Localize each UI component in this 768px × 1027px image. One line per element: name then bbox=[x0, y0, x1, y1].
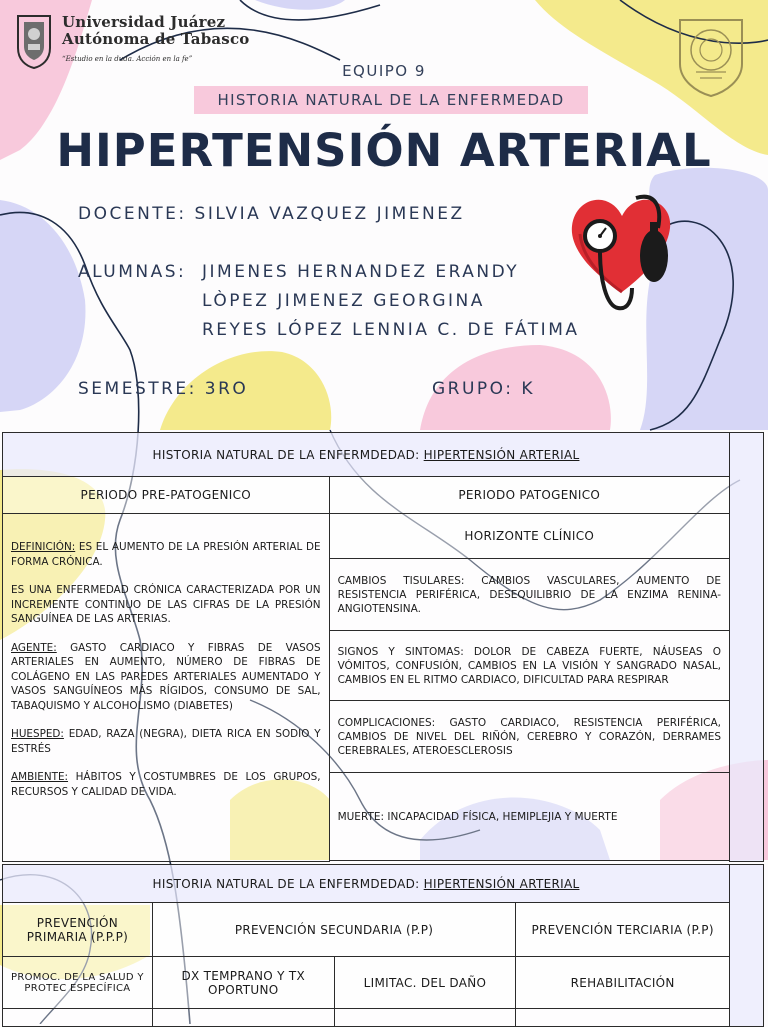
table1-side-column bbox=[730, 433, 764, 862]
signos-sintomas: SIGNOS Y SINTOMAS: DOLOR DE CABEZA FUERTE, NÁUSEAS O VÓMITOS, CONFUSIÓN, CAMBIOS EN LA VISIÓN Y SANGRADO NASAL, CAMBIOS EN EL RITMO CARDIACO, DIFICULTAD PARA RESPIRAR bbox=[329, 631, 729, 701]
table1-title-link: HIPERTENSIÓN ARTERIAL bbox=[423, 447, 580, 462]
definicion-label: DEFINICIÓN: bbox=[11, 541, 76, 553]
alumna-2: LÒPEZ JIMENEZ GEORGINA bbox=[202, 291, 485, 311]
semestre-line: SEMESTRE: 3RO bbox=[78, 379, 249, 399]
prevencion-secundaria: PREVENCIÓN SECUNDARIA (P.P) bbox=[152, 903, 515, 957]
page-title: HIPERTENSIÓN ARTERIAL bbox=[56, 124, 712, 177]
promoc-salud: PROMOC. DE LA SALUD Y PROTEC ESPECÍFICA bbox=[3, 957, 153, 1009]
agente-text: GASTO CARDIACO Y FIBRAS DE VASOS ARTERIALES EN AUMENTO, NÚMERO DE FIBRAS DE COLÁGENO EN LAS PAREDES ARTERIALES AUMENTADO Y VASOS SANGUÍNEOS MÁS RÍGIDOS, CONSUMO DE SAL, TABAQUISMO Y ALCOHOLISMO (DIABETES) bbox=[11, 641, 321, 712]
ambiente-paragraph bbox=[11, 770, 321, 799]
seal-watermark-icon bbox=[676, 14, 746, 98]
huesped-label: HUESPED: bbox=[11, 728, 64, 740]
grupo-line: GRUPO: K bbox=[432, 379, 536, 399]
university-name bbox=[62, 14, 250, 63]
university-line2: Autónoma de Tabasco bbox=[62, 30, 250, 48]
table1-title bbox=[3, 433, 730, 477]
patogenico-header: PERIODO PATOGENICO bbox=[329, 477, 729, 514]
table2-title-link: HIPERTENSIÓN ARTERIAL bbox=[423, 876, 580, 891]
prevencion-primaria: PREVENCIÓN PRIMARIA (P.P.P) bbox=[3, 903, 153, 957]
alumna-3: REYES LÓPEZ LENNIA C. DE FÁTIMA bbox=[202, 320, 580, 340]
team-label: EQUIPO 9 bbox=[342, 62, 426, 80]
definicion-text: ES EL AUMENTO DE LA PRESIÓN ARTERIAL DE FORMA CRÓNICA. bbox=[11, 541, 321, 568]
cambios-tisulares: CAMBIOS TISULARES: CAMBIOS VASCULARES, AUMENTO DE RESISTENCIA PERIFÉRICA, DESEQUILIBRIO DE LA ENZIMA RENINA-ANGIOTENSINA. bbox=[329, 559, 729, 631]
natural-history-table bbox=[2, 432, 764, 862]
muerte: MUERTE: INCAPACIDAD FÍSICA, HEMIPLEJIA Y MUERTE bbox=[329, 773, 729, 861]
complicaciones: COMPLICACIONES: GASTO CARDIACO, RESISTENCIA PERIFÉRICA, CAMBIOS DE NIVEL DEL RIÑÓN, CEREBRO Y CORAZÓN, DERRAMES CEREBRALES, ATEROESCLEROSIS bbox=[329, 701, 729, 773]
table1-title-prefix: HISTORIA NATURAL DE LA ENFERMDEDAD: bbox=[152, 447, 420, 462]
table2-title bbox=[3, 865, 730, 903]
university-line1: Universidad Juárez bbox=[62, 13, 226, 31]
heart-blood-pressure-icon bbox=[566, 188, 678, 318]
docente-line: DOCENTE: SILVIA VAZQUEZ JIMENEZ bbox=[78, 204, 465, 224]
horizonte-clinico: HORIZONTE CLÍNICO bbox=[329, 514, 729, 559]
agente-paragraph bbox=[11, 641, 321, 714]
limitac-dano: LIMITAC. DEL DAÑO bbox=[334, 957, 516, 1009]
pre-patogenico-content bbox=[3, 514, 330, 862]
pre-patogenico-header: PERIODO PRE-PATOGENICO bbox=[3, 477, 330, 514]
table2-title-prefix: HISTORIA NATURAL DE LA ENFERMDEDAD: bbox=[152, 876, 420, 891]
definicion-paragraph bbox=[11, 540, 321, 569]
alumnas-label: ALUMNAS: bbox=[78, 262, 187, 282]
dx-temprano: DX TEMPRANO Y TX OPORTUNO bbox=[152, 957, 334, 1009]
cronica-paragraph: ES UNA ENFERMEDAD CRÓNICA CARACTERIZADA POR UN INCREMENTE CONTINUO DE LAS CIFRAS DE LA PRESIÓN SANGUÍNEA DE LAS ARTERIAS. bbox=[11, 584, 321, 625]
ambiente-text: HÁBITOS Y COSTUMBRES DE LOS GRUPOS, RECURSOS Y CALIDAD DE VIDA. bbox=[11, 771, 321, 798]
ambiente-label: AMBIENTE: bbox=[11, 771, 69, 783]
huesped-paragraph bbox=[11, 727, 321, 756]
rehabilitacion: REHABILITACIÓN bbox=[516, 957, 730, 1009]
alumna-1: JIMENES HERNANDEZ ERANDY bbox=[202, 262, 520, 282]
university-motto: “Estudio en la duda. Acción en la fe” bbox=[62, 55, 193, 63]
agente-label: AGENTE: bbox=[11, 641, 57, 654]
prevencion-terciaria: PREVENCIÓN TERCIARIA (P.P) bbox=[516, 903, 730, 957]
subtitle-banner: HISTORIA NATURAL DE LA ENFERMEDAD bbox=[194, 86, 588, 114]
table2-side-column bbox=[730, 865, 764, 1027]
prevention-table bbox=[2, 864, 764, 1027]
huesped-text: EDAD, RAZA (NEGRA), DIETA RICA EN SODIO Y ESTRÉS bbox=[11, 728, 321, 755]
